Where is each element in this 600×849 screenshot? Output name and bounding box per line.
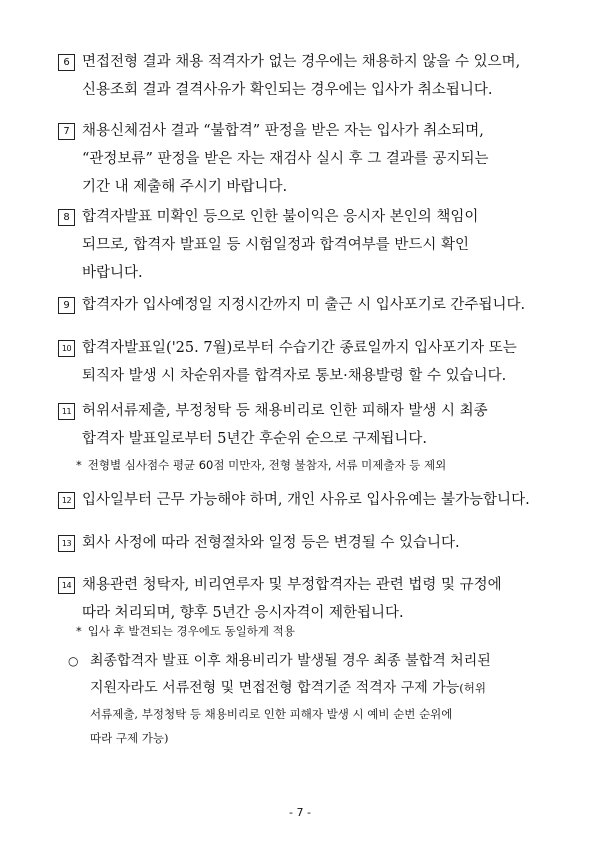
item-7-line-3: 기간 내 제출해 주시기 바랍니다.	[82, 179, 288, 195]
list-item-7	[58, 117, 548, 201]
note-star: *	[76, 458, 82, 472]
item-number-11: 11	[58, 403, 75, 420]
item-9-line-1: 합격자가 입사예정일 지정시간까지 미 출근 시 입사포기로 간주됩니다.	[82, 297, 526, 313]
note-item-14-text: 입사 후 발견되는 경우에도 동일하게 적용	[87, 624, 295, 638]
item-10-line-2: 퇴직자 발생 시 차순위자를 합격자로 통보·채용발령 할 수 있습니다.	[82, 368, 507, 384]
list-item-13	[58, 529, 548, 557]
list-item-10	[58, 334, 548, 390]
item-number-8: 8	[58, 209, 75, 226]
item-14-line-2: 따라 처리되며, 향후 5년간 응시자격이 제한됩니다.	[82, 605, 404, 621]
item-number-13: 13	[58, 535, 75, 552]
note-item-11	[76, 454, 556, 476]
item-12-line-1: 입사일부터 근무 가능해야 하며, 개인 사유로 입사유예는 불가능합니다.	[82, 492, 530, 508]
list-item-11	[58, 397, 548, 453]
item-14-line-1: 채용관련 청탁자, 비리연루자 및 부정합격자는 관련 법령 및 규정에	[82, 577, 502, 593]
item-number-14: 14	[58, 577, 75, 594]
list-item-14	[58, 571, 548, 627]
circle-line-2	[90, 675, 548, 702]
item-number-7: 7	[58, 123, 75, 140]
item-13-line-1: 회사 사정에 따라 전형절차와 일정 등은 변경될 수 있습니다.	[82, 535, 460, 551]
circle-line-4: 따라 구제 가능)	[90, 731, 169, 745]
circle-bullet-icon: ○	[68, 654, 79, 668]
item-6-line-2: 신용조회 결과 결격사유가 확인되는 경우에는 입사가 취소됩니다.	[82, 82, 493, 98]
page-number: - 7 -	[289, 806, 311, 819]
circle-line-2-main: 지원자라도 서류전형 및 면접전형 합격기준 적격자 구제 가능	[90, 680, 460, 696]
list-item-12	[58, 486, 548, 514]
list-item-8	[58, 203, 548, 287]
item-number-6: 6	[58, 54, 75, 71]
note-star: *	[76, 624, 82, 638]
item-number-10: 10	[58, 340, 75, 357]
list-item-6	[58, 48, 548, 104]
circle-line-3: 서류제출, 부정청탁 등 채용비리로 인한 피해자 발생 시 예비 순번 순위에	[90, 707, 453, 721]
item-number-9: 9	[58, 297, 75, 314]
list-item-9	[58, 291, 548, 319]
circle-line-2-small: (허위	[459, 681, 486, 695]
item-11-line-2: 합격자 발표일로부터 5년간 후순위 순으로 구제됩니다.	[82, 431, 428, 447]
item-number-12: 12	[58, 492, 75, 509]
note-item-14	[76, 620, 556, 642]
item-6-line-1: 면접전형 결과 채용 적격자가 없는 경우에는 채용하지 않을 수 있으며,	[82, 54, 521, 70]
circle-line-1: 최종합격자 발표 이후 채용비리가 발생될 경우 최종 불합격 처리된	[90, 653, 491, 669]
item-8-line-3: 바랍니다.	[82, 265, 143, 281]
item-8-line-1: 합격자발표 미확인 등으로 인한 불이익은 응시자 본인의 책임이	[82, 209, 479, 225]
circle-bullet-paragraph	[68, 648, 548, 750]
item-7-line-1: 채용신체검사 결과 “불합격” 판정을 받은 자는 입사가 취소되며,	[82, 123, 484, 139]
item-7-line-2: “관정보류” 판정을 받은 자는 재검사 실시 후 그 결과를 공지되는	[82, 151, 489, 167]
item-8-line-2: 되므로, 합격자 발표일 등 시험일정과 합격여부를 반드시 확인	[82, 237, 470, 253]
item-11-line-1: 허위서류제출, 부정청탁 등 채용비리로 인한 피해자 발생 시 최종	[82, 403, 488, 419]
item-10-line-1: 합격자발표일('25. 7월)로부터 수습기간 종료일까지 입사포기자 또는	[82, 340, 517, 356]
note-item-11-text: 전형별 심사점수 평균 60점 미만자, 전형 불참자, 서류 미제출자 등 제외	[87, 458, 447, 472]
